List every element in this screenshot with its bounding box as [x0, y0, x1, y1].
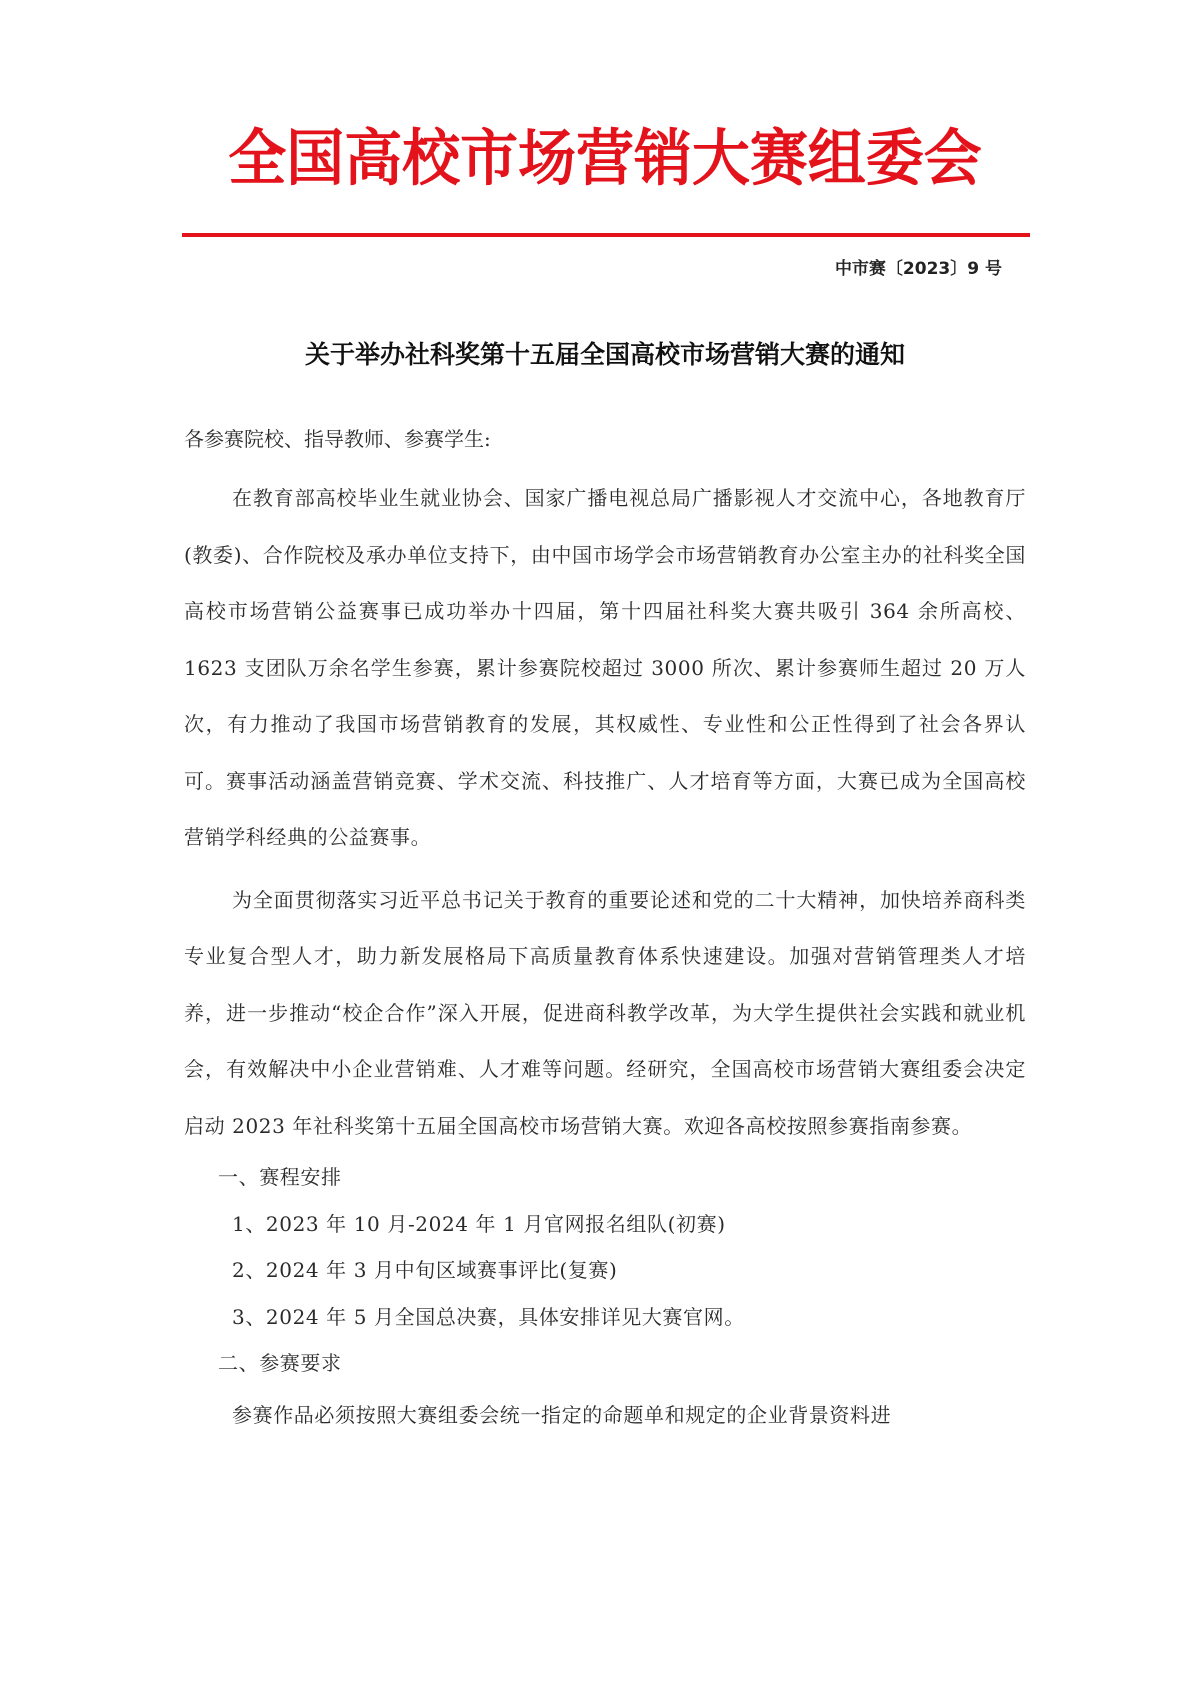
schedule-item: 3、2024 年 5 月全国总决赛，具体安排详见大赛官网。 [232, 1304, 745, 1329]
document-title: 关于举办社科奖第十五届全国高校市场营销大赛的通知 [304, 340, 905, 369]
schedule-item: 1、2023 年 10 月-2024 年 1 月官网报名组队(初赛) [232, 1211, 726, 1236]
organization-masthead: 全国高校市场营销大赛组委会 [228, 123, 982, 194]
schedule-item: 2、2024 年 3 月中旬区域赛事评比(复赛) [232, 1258, 618, 1282]
body-paragraph: 在教育部高校毕业生就业协会、国家广播电视总局广播影视人才交流中心，各地教育厅(教委)、合作院校及承办单位支持下，由中国市场学会市场营销教育办公室主办的社科奖全国高校市场营销公益赛事已成功举办十四届，第十四届社科奖大赛共吸引 364 余所高校、1623 支团队万余名学生参赛，累计参赛院校超过 3000 所次、累计参赛师生超过 20 万人次，有力推动了我国市场营销教育的发展，其权威性、专业性和公正性得到了社会各界认可。赛事活动涵盖营销竞赛、学术交流、科技推广、人才培育等方面，大赛已成为全国高校营销学科经典的公益赛事。 [184, 486, 1026, 849]
document-body [184, 416, 1026, 1443]
salutation: 各参赛院校、指导教师、参赛学生: [184, 427, 491, 451]
masthead-divider [182, 233, 1030, 237]
document-number: 中市赛〔2023〕9 号 [834, 259, 1002, 279]
section-heading: 二、参赛要求 [218, 1351, 342, 1375]
body-paragraph: 参赛作品必须按照大赛组委会统一指定的命题单和规定的企业背景资料进 [232, 1402, 892, 1427]
body-paragraph: 为全面贯彻落实习近平总书记关于教育的重要论述和党的二十大精神，加快培养商科类专业复合型人才，助力新发展格局下高质量教育体系快速建设。加强对营销管理类人才培养，进一步推动“校企合作”深入开展，促进商科教学改革，为大学生提供社会实践和就业机会，有效解决中小企业营销难、人才难等问题。经研究，全国高校市场营销大赛组委会决定启动 2023 年社科奖第十五届全国高校市场营销大赛。欢迎各高校按照参赛指南参赛。 [184, 887, 1026, 1138]
section-heading: 一、赛程安排 [218, 1165, 342, 1189]
